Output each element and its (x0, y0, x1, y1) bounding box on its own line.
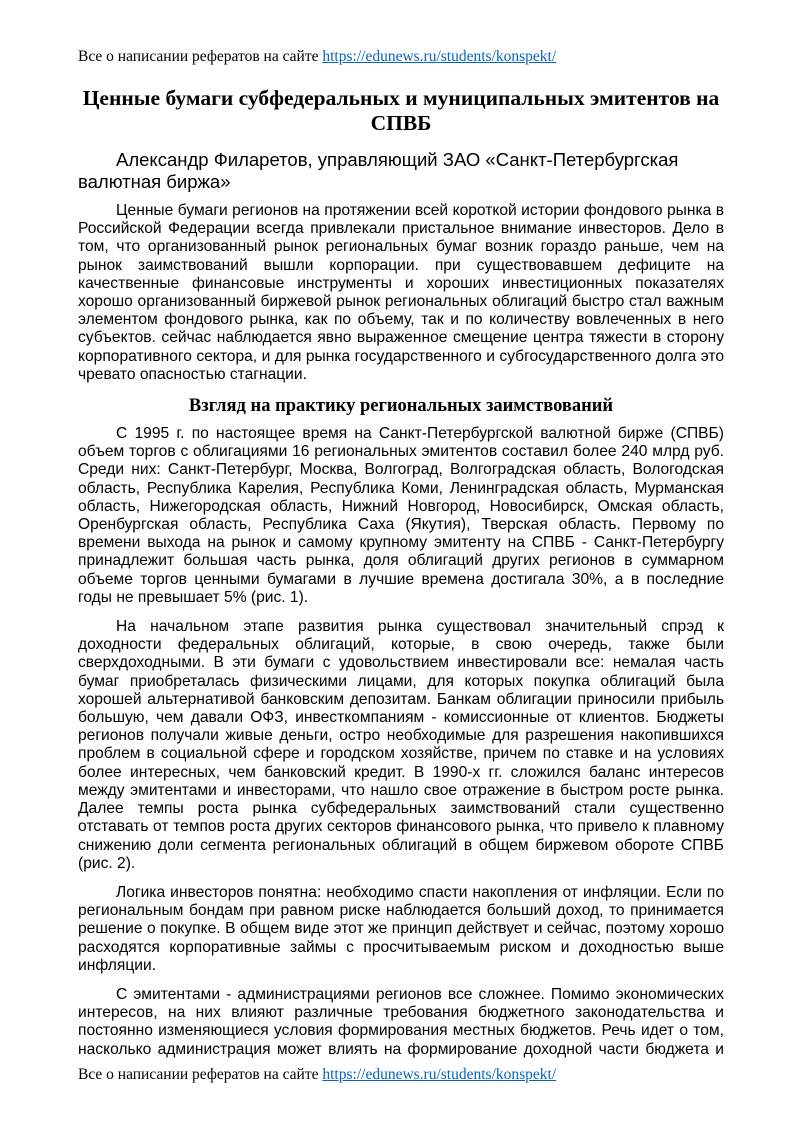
document-title: Ценные бумаги субфедеральных и муниципальных эмитентов на СПВБ (82, 86, 720, 135)
footer-link[interactable]: https://edunews.ru/students/konspekt/ (322, 1066, 557, 1083)
body-paragraph-1: С 1995 г. по настоящее время на Санкт-Петербургской валютной бирже (СПВБ) объем торгов с облигациями 16 региональных эмитентов составил более 240 млрд руб. Среди них: Санкт-Петербург, Москва, Волгоград, Волгоградская область, Вологодская область, Республика Карелия, Республика Коми, Ленинградская область, Мурманская область, Нижегородская область, Нижний Новгород, Новосибирск, Омская область, Оренбургская область, Республика Саха (Якутия), Тверская область. Первому по времени выхода на рынок и самому крупному эмитенту на СПВБ - Санкт-Петербургу принадлежит большая часть рынка, доля облигаций других регионов в суммарном объеме торгов ценными бумагами в лучшие времена достигала 30%, а в последние годы не превышает 5% (рис. 1). (78, 425, 724, 606)
header-text: Все о написании рефератов на сайте (78, 48, 323, 65)
body-paragraph-3: Логика инвесторов понятна: необходимо спасти накопления от инфляции. Если по региональным бондам при равном риске наблюдается больший доход, то принимается решение о покупке. В общем виде этот же принцип действует и сейчас, поэтому хорошо расходятся корпоративные займы с просчитываемым риском и доходностью выше инфляции. (78, 883, 724, 974)
body-paragraph-4: С эмитентами - администрациями регионов все сложнее. Помимо экономических интересов, на них влияют различные требования бюджетного законодательства и постоянно изменяющиеся условия формирования местных бюджетов. Речь идет о том, насколько администрация может влиять на формирование доходной части бюджета и (78, 985, 724, 1058)
intro-paragraph: Ценные бумаги регионов на протяжении всей короткой истории фондового рынка в Российской Федерации всегда привлекали пристальное внимание инвесторов. Дело в том, что организованный рынок региональных бумаг возник гораздо раньше, чем на рынок заимствований вышли корпорации. при существовавшем дефиците на качественные финансовые инструменты и хороших инвестиционных показателях хорошо организованный биржевой рынок региональных облигаций быстро стал важным элементом фондового рынка, как по объему, так и по количеству вовлеченных в него субъектов. сейчас наблюдается явно выраженное смещение центра тяжести в сторону корпоративного сектора, и для рынка государственного и субгосударственного долга это чревато опасностью стагнации. (78, 202, 724, 383)
page-footer (78, 1066, 556, 1084)
footer-text: Все о написании рефератов на сайте (78, 1066, 323, 1083)
header-link[interactable]: https://edunews.ru/students/konspekt/ (322, 48, 557, 65)
author-line: Александр Филаретов, управляющий ЗАО «Санкт-Петербургская валютная биржа» (78, 149, 679, 192)
section-heading: Взгляд на практику региональных заимствований (188, 396, 614, 417)
body-paragraph-2: На начальном этапе развития рынка существовал значительный спрэд к доходности федеральных облигаций, которые, в свою очередь, также были сверхдоходными. В эти бумаги с удовольствием инвестировали все: немалая часть бумаг приобреталась физическими лицами, для которых покупка облигаций была хорошей альтернативой банковским депозитам. Банкам облигации приносили прибыль большую, чем давали ОФЗ, инвесткомпаниям - комиссионные от клиентов. Бюджеты регионов получали живые деньги, остро необходимые для разрешения накопившихся проблем в социальной сфере и городском хозяйстве, причем по ставке и на условиях более интересных, чем банковский кредит. В 1990-х гг. сложился баланс интересов между эмитентами и инвесторами, что нашло свое отражение в быстром росте рынка. Далее темпы роста рынка субфедеральных заимствований стали существенно отставать от темпов роста других секторов финансового рынка, что привело к плавному снижению доли сегмента региональных облигаций в общем биржевом обороте СПВБ (рис. 2). (78, 618, 724, 872)
document-body (78, 86, 724, 1060)
